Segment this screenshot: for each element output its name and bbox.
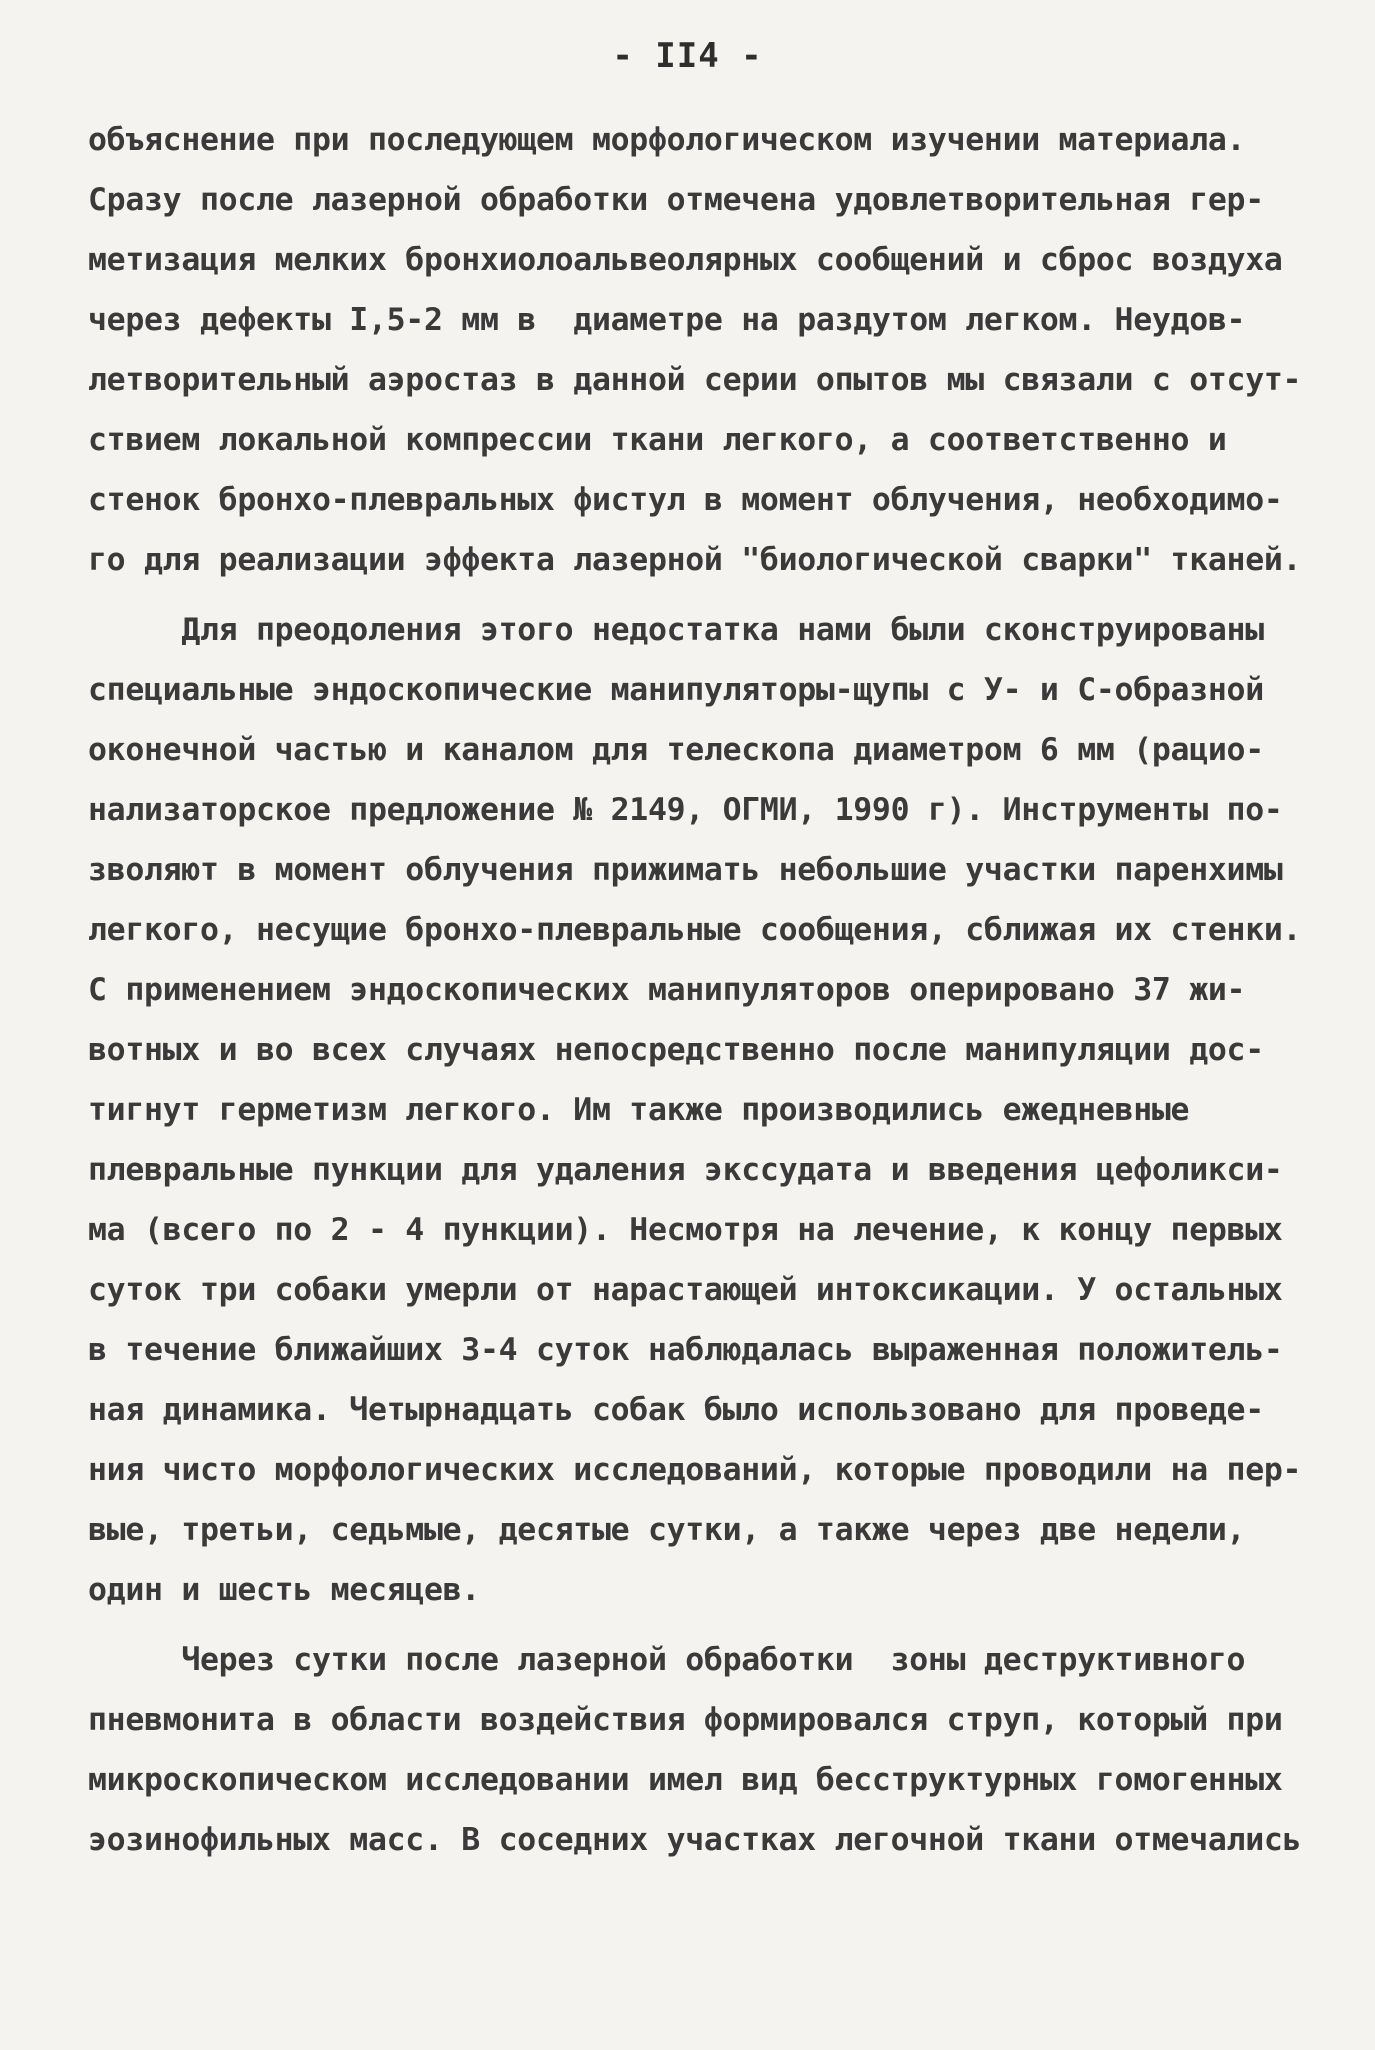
text-line: нализаторское предложение № 2149, ОГМИ, 1990 г). Инструменты по-	[88, 792, 1283, 828]
text-line: С применением эндоскопических манипуляторов оперировано 37 жи-	[88, 972, 1246, 1008]
text-line: ная динамика. Четырнадцать собак было использовано для проведе-	[88, 1392, 1264, 1428]
text-line: микроскопическом исследовании имел вид бесструктурных гомогенных	[88, 1762, 1283, 1798]
text-line: тигнут герметизм легкого. Им также производились ежедневные	[88, 1092, 1190, 1128]
text-line: го для реализации эффекта лазерной "биологической сварки" тканей.	[88, 542, 1302, 578]
text-line: ма (всего по 2 - 4 пункции). Несмотря на лечение, к концу первых	[88, 1212, 1283, 1248]
text-line: специальные эндоскопические манипуляторы-щупы с У- и С-образной	[88, 672, 1264, 708]
text-line: метизация мелких бронхиолоальвеолярных сообщений и сброс воздуха	[88, 242, 1283, 278]
text-line: зволяют в момент облучения прижимать небольшие участки паренхимы	[88, 852, 1283, 888]
text-line: суток три собаки умерли от нарастающей интоксикации. У остальных	[88, 1272, 1283, 1308]
text-line: через дефекты I,5-2 мм в диаметре на раздутом легком. Неудов-	[88, 302, 1246, 338]
text-line: плевральные пункции для удаления экссудата и введения цефоликси-	[88, 1152, 1283, 1188]
text-line: оконечной частью и каналом для телескопа диаметром 6 мм (рацио-	[88, 732, 1264, 768]
text-line: стенок бронхо-плевральных фистул в момент облучения, необходимо-	[88, 482, 1283, 518]
text-line: ния чисто морфологических исследований, которые проводили на пер-	[88, 1452, 1302, 1488]
text-line: Через сутки после лазерной обработки зоны деструктивного	[88, 1642, 1246, 1678]
text-line: один и шесть месяцев.	[88, 1572, 480, 1608]
page-number: - II4 -	[612, 36, 763, 76]
text-line: летворительный аэростаз в данной серии опытов мы связали с отсут-	[88, 362, 1302, 398]
text-line: Сразу после лазерной обработки отмечена удовлетворительная гер-	[88, 182, 1264, 218]
text-line: вотных и во всех случаях непосредственно после манипуляции дос-	[88, 1032, 1264, 1068]
text-line: пневмонита в области воздействия формировался струп, который при	[88, 1702, 1283, 1738]
text-line: объяснение при последующем морфологическом изучении материала.	[88, 122, 1246, 158]
text-line: эозинофильных масс. В соседних участках легочной ткани отмечались	[88, 1822, 1302, 1858]
text-line: легкого, несущие бронхо-плевральные сообщения, сближая их стенки.	[88, 912, 1302, 948]
text-line: в течение ближайших 3-4 суток наблюдалась выраженная положитель-	[88, 1332, 1283, 1368]
text-line: вые, третьи, седьмые, десятые сутки, а также через две недели,	[88, 1512, 1246, 1548]
text-line: ствием локальной компрессии ткани легкого, а соответственно и	[88, 422, 1227, 458]
text-line: Для преодоления этого недостатка нами были сконструированы	[88, 612, 1264, 648]
